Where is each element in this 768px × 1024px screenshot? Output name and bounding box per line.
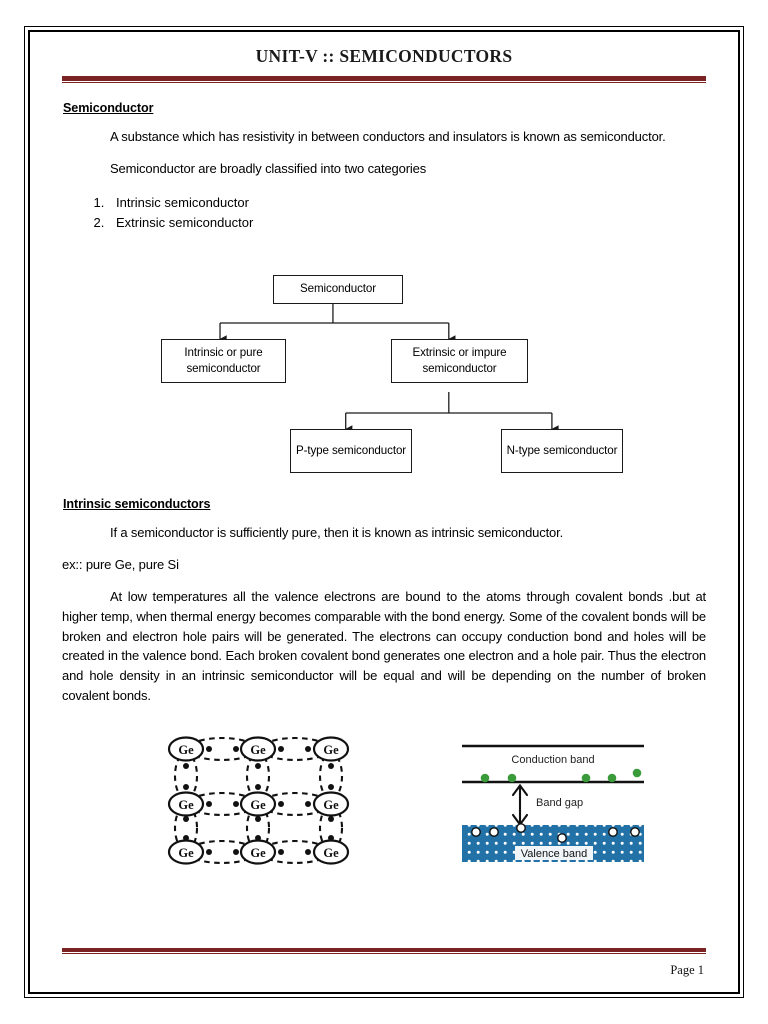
svg-text:Ge: Ge	[250, 798, 266, 813]
paragraph-intrinsic-example: ex:: pure Ge, pure Si	[62, 556, 179, 572]
svg-text:Ge: Ge	[178, 846, 194, 861]
page-number: Page 1	[670, 963, 704, 977]
energy-band-svg	[458, 742, 648, 864]
semiconductor-classification-flowchart	[58, 261, 710, 479]
svg-text:Ge: Ge	[178, 798, 194, 813]
document-title: UNIT-V :: SEMICONDUCTORS	[255, 46, 513, 66]
paragraph-semiconductor-categories: Semiconductor are broadly classified into two categories	[110, 160, 427, 176]
figures-row	[58, 728, 710, 876]
svg-text:Ge: Ge	[323, 798, 339, 813]
valence-band-label: Valence band	[520, 848, 588, 861]
heading-intrinsic-semiconductors: Intrinsic semiconductors	[63, 497, 211, 512]
heading-semiconductor: Semiconductor	[63, 101, 154, 115]
paragraph-intrinsic-definition: If a semiconductor is sufficiently pure, then it is known as intrinsic semiconductor.	[110, 525, 564, 541]
flowchart-box-p-type: P-type semiconductor	[290, 429, 412, 473]
band-gap-label: Band gap	[536, 797, 584, 810]
svg-text:Ge: Ge	[323, 846, 339, 861]
page-border-inner	[28, 30, 740, 994]
svg-text:Ge: Ge	[250, 743, 266, 758]
germanium-lattice-svg	[166, 728, 351, 868]
list-item: 2. Extrinsic semiconductor	[108, 213, 710, 233]
figure-germanium-lattice	[166, 728, 351, 873]
flowchart-box-extrinsic: Extrinsic or impure semiconductor	[391, 339, 528, 383]
band-gap-arrow	[513, 786, 527, 825]
flowchart-box-n-type: N-type semiconductor	[501, 429, 623, 473]
list-semiconductor-types	[58, 193, 710, 233]
flowchart-box-intrinsic: Intrinsic or pure semiconductor	[161, 339, 286, 383]
page-content	[30, 32, 738, 992]
header-rule	[62, 76, 706, 83]
svg-text:Ge: Ge	[323, 743, 339, 758]
conduction-electrons	[481, 769, 642, 783]
paragraph-intrinsic-detail: At low temperatures all the valence electrons are bound to the atoms through covalent bonds .but at higher temp, when thermal energy becomes comparable with the bond energy. Some of the covalent bonds will be broken and electron hole pairs will be generated. The electrons can occupy conduction bond and holes will be created in the valence bond. Each broken covalent bond generates one electron and a hole pair. Thus the electron and hole density in an intrinsic semiconductor will be equal and will be depending on the number of broken covalent bonds.	[62, 588, 706, 704]
conduction-band-label: Conduction band	[511, 754, 595, 767]
paragraph-semiconductor-definition: A substance which has resistivity in between conductors and insulators is known as semiconductor.	[110, 129, 666, 144]
list-item: 1. Intrinsic semiconductor	[108, 193, 710, 213]
figure-energy-band-diagram	[458, 742, 648, 869]
footer-rule	[62, 948, 706, 954]
svg-text:Ge: Ge	[178, 743, 194, 758]
page-footer	[58, 948, 710, 978]
page-border-outer	[24, 26, 744, 998]
flowchart-box-semiconductor: Semiconductor	[273, 275, 403, 304]
svg-text:Ge: Ge	[250, 846, 266, 861]
